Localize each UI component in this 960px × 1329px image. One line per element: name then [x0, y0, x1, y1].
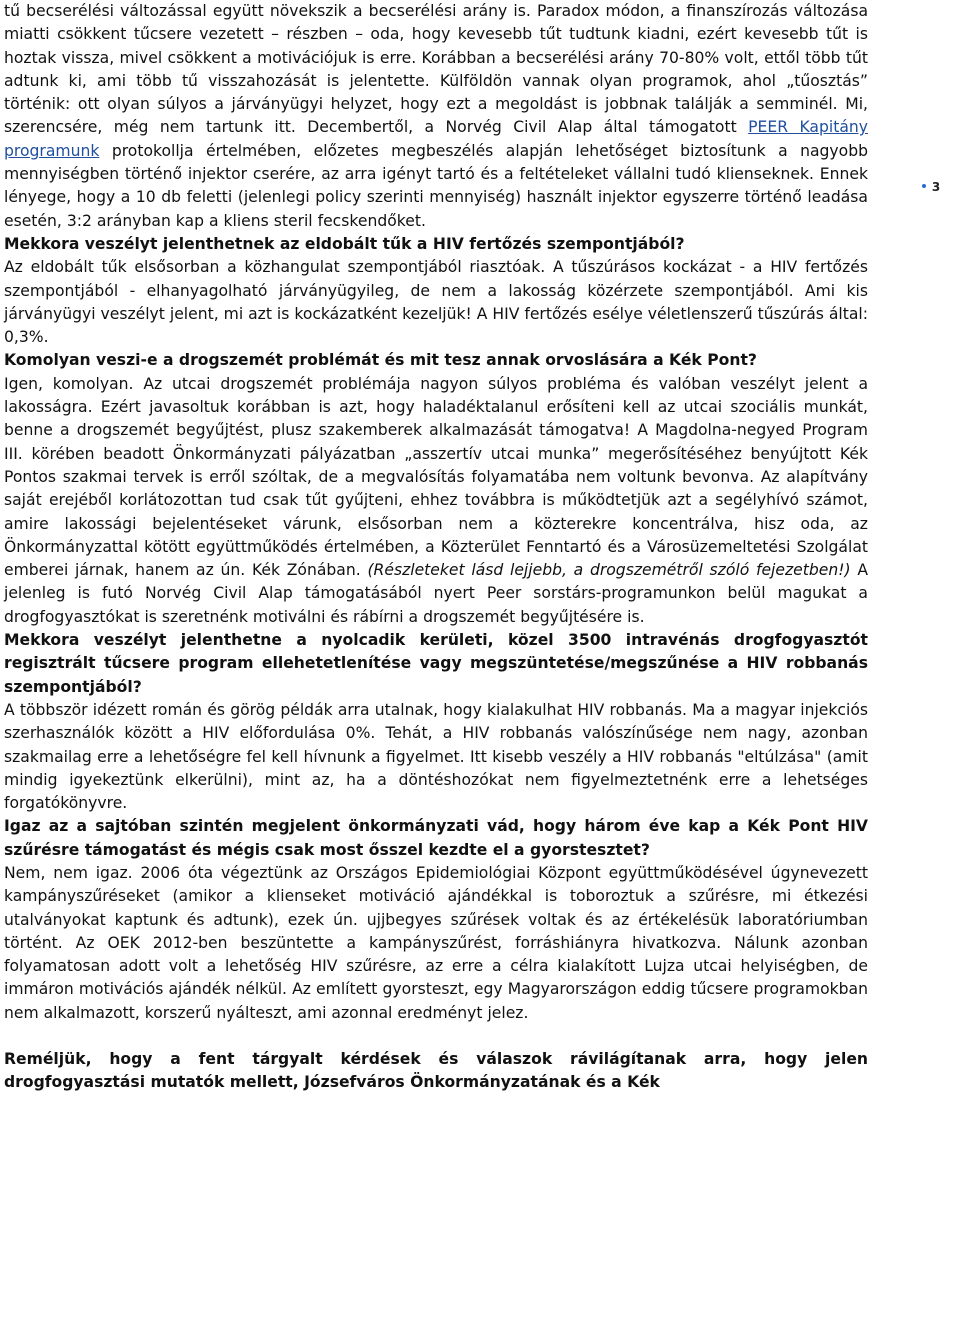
question-heading: Komolyan veszi-e a drogszemét problémát és mit tesz annak orvoslására a Kék Pont? [4, 351, 757, 370]
paragraph-text: protokollja értelmében, előzetes megbeszélés alapján lehetőséget biztosítunk a nagyobb mennyiségben történő injektor cserére, az arra igényt tartó és a feltételeket vállalni tudó klienseknek. Ennek lényege, hogy a 10 db feletti (jelenlegi policy szerinti mennyiség) használt injektor egyszerre történő leadása esetén, 3:2 arányban kap a kliens steril fecskendőket. [4, 141, 868, 230]
document-body [4, 0, 868, 1095]
paragraph-text: A jelenleg is futó Norvég Civil Alap támogatásából nyert Peer sorstárs-programunkon belül magukat a drogfogyasztókat is szeretnénk motiválni és rábírni a drogszemét begyűjtésére is. [4, 561, 868, 626]
peer-program-link[interactable]: PEER Kapitány programunk [4, 118, 868, 160]
paragraph-text: Igen, komolyan. Az utcai drogszemét problémája nagyon súlyos probléma és valóban veszélyt jelent a lakosságra. Ezért javasoltuk korábban is azt, hogy haladéktalanul erősíteni kell az utcai szociális munkát, benne a drogszemét begyűjtést, plusz szakemberek alkalmazását támogatva! A Magdolna-negyed Program III. körében beadott Önkormányzati pályázatban „asszertív utcai munka” megerősítéséhez benyújtott Kék Pontos szakmai tervek is erről szóltak, de a megvalósítás folyamatába nem voltunk bevonva. Az alapítvány saját erejéből korlátozottan tud csak tűt gyűjteni, ehhez továbbra is működtetjük azt a segélyhívó számot, amire lakossági bejelentéseket várunk, elsősorban nem a közterekre koncentrálva, hisz oda, az Önkormányzattal kötött együttműködés értelmében, a Közterület Fenntartó és a Városüzemeltetési Szolgálat emberei járnak, hanem az ún. Kék Zónában. [4, 374, 868, 580]
paragraph [4, 0, 868, 233]
answer-paragraph: A többször idézett román és görög példák arra utalnak, hogy kialakulhat HIV robbanás. Ma a magyar injekciós szerhasználók között a HIV előfordulása 0%. Tehát, a HIV robbanás valószínűsége nem nagy, azonban szakmailag erre a lehetőségre fel kell hívnunk a figyelmet. Itt kisebb veszély a HIV robbanás "eltúlzása" (amit mindig igyekeztünk elkerülni), mint az, ha a döntéshozókat nem figyelmeztetnénk erre a lehetséges forgatókönyvre. [4, 700, 868, 813]
page-number [924, 180, 948, 194]
answer-paragraph [4, 373, 868, 629]
paragraph-gap [4, 1025, 868, 1048]
question-heading: Mekkora veszélyt jelenthetne a nyolcadik kerületi, közel 3500 intravénás drogfogyasztót regisztrált tűcsere program ellehetetlenítése vagy megszüntetése/megszűnése a HIV robbanás szempontjából? [4, 631, 868, 696]
closing-heading: Reméljük, hogy a fent tárgyalt kérdések és válaszok rávilágítanak arra, hogy jelen drogfogyasztási mutatók mellett, Józsefváros Önkormányzatának és a Kék [4, 1050, 868, 1092]
italic-reference: (Részleteket lásd lejjebb, a drogszemétről szóló fejezetben!) [367, 561, 851, 580]
answer-paragraph: Az eldobált tűk elsősorban a közhangulat szempontjából riasztóak. A tűszúrásos kockázat - a HIV fertőzés szempontjából - elhanyagolható járványügyileg, de nem a lakosság közérzete szempontjából. Ami kis járványügyi veszélyt jelent, mi azt is kockázatként kezeljük! A HIV fertőzés esélye véletlenszerű tűszúrás által: 0,3%. [4, 258, 868, 347]
bullet-dot-icon [922, 184, 926, 188]
paragraph-text: tű becserélési változással együtt növekszik a becserélési arány is. Paradox módon, a finanszírozás változása miatti csökkent tűcsere vezetett – részben – oda, hogy kevesebb tűt tudtunk kiadni, ezért kevesebb tűt is hoztak vissza, mivel csökkent a motivációjuk is erre. Korábban a becserélési arány 70-80% volt, ettől több tűt adtunk ki, ami több tű visszahozását is jelentette. Külföldön vannak olyan programok, ahol „tűosztás” történik: ott olyan súlyos a járványügyi helyzet, hogy ezt a megoldást is jobbnak találják a semminél. Mi, szerencsére, még nem tartunk itt. Decembertől, a Norvég Civil Alap által támogatott [4, 2, 868, 137]
answer-paragraph: Nem, nem igaz. 2006 óta végeztünk az Országos Epidemiológiai Központ együttműködésével úgynevezett kampányszűréseket (amikor a klienseket motiváció ajándékkal is toboroztuk a szűrésre, mi étkezési utalványokat kaptunk és adtunk), ezek ún. ujjbegyes szűrések voltak és az értékelésük laboratóriumban történt. Az OEK 2012-ben beszüntette a kampányszűrést, forráshiányra hivatkozva. Nálunk azonban folyamatosan adott volt a lehetőség HIV szűrésre, az erre a célra kialakított Lujza utcai helyiségben, de immáron motivációs ajándék nélkül. Az említett gyorsteszt, egy Magyarországon eddig tűcsere programokban nem alkalmazott, korszerű nyálteszt, ami azonnal eredményt jelez. [4, 863, 868, 1022]
question-heading: Mekkora veszélyt jelenthetnek az eldobált tűk a HIV fertőzés szempontjából? [4, 234, 685, 253]
page-number-text: 3 [931, 180, 941, 194]
question-heading: Igaz az a sajtóban szintén megjelent önkormányzati vád, hogy három éve kap a Kék Pont HIV szűrésre támogatást és mégis csak most ősszel kezdte el a gyorstesztet? [4, 817, 868, 859]
